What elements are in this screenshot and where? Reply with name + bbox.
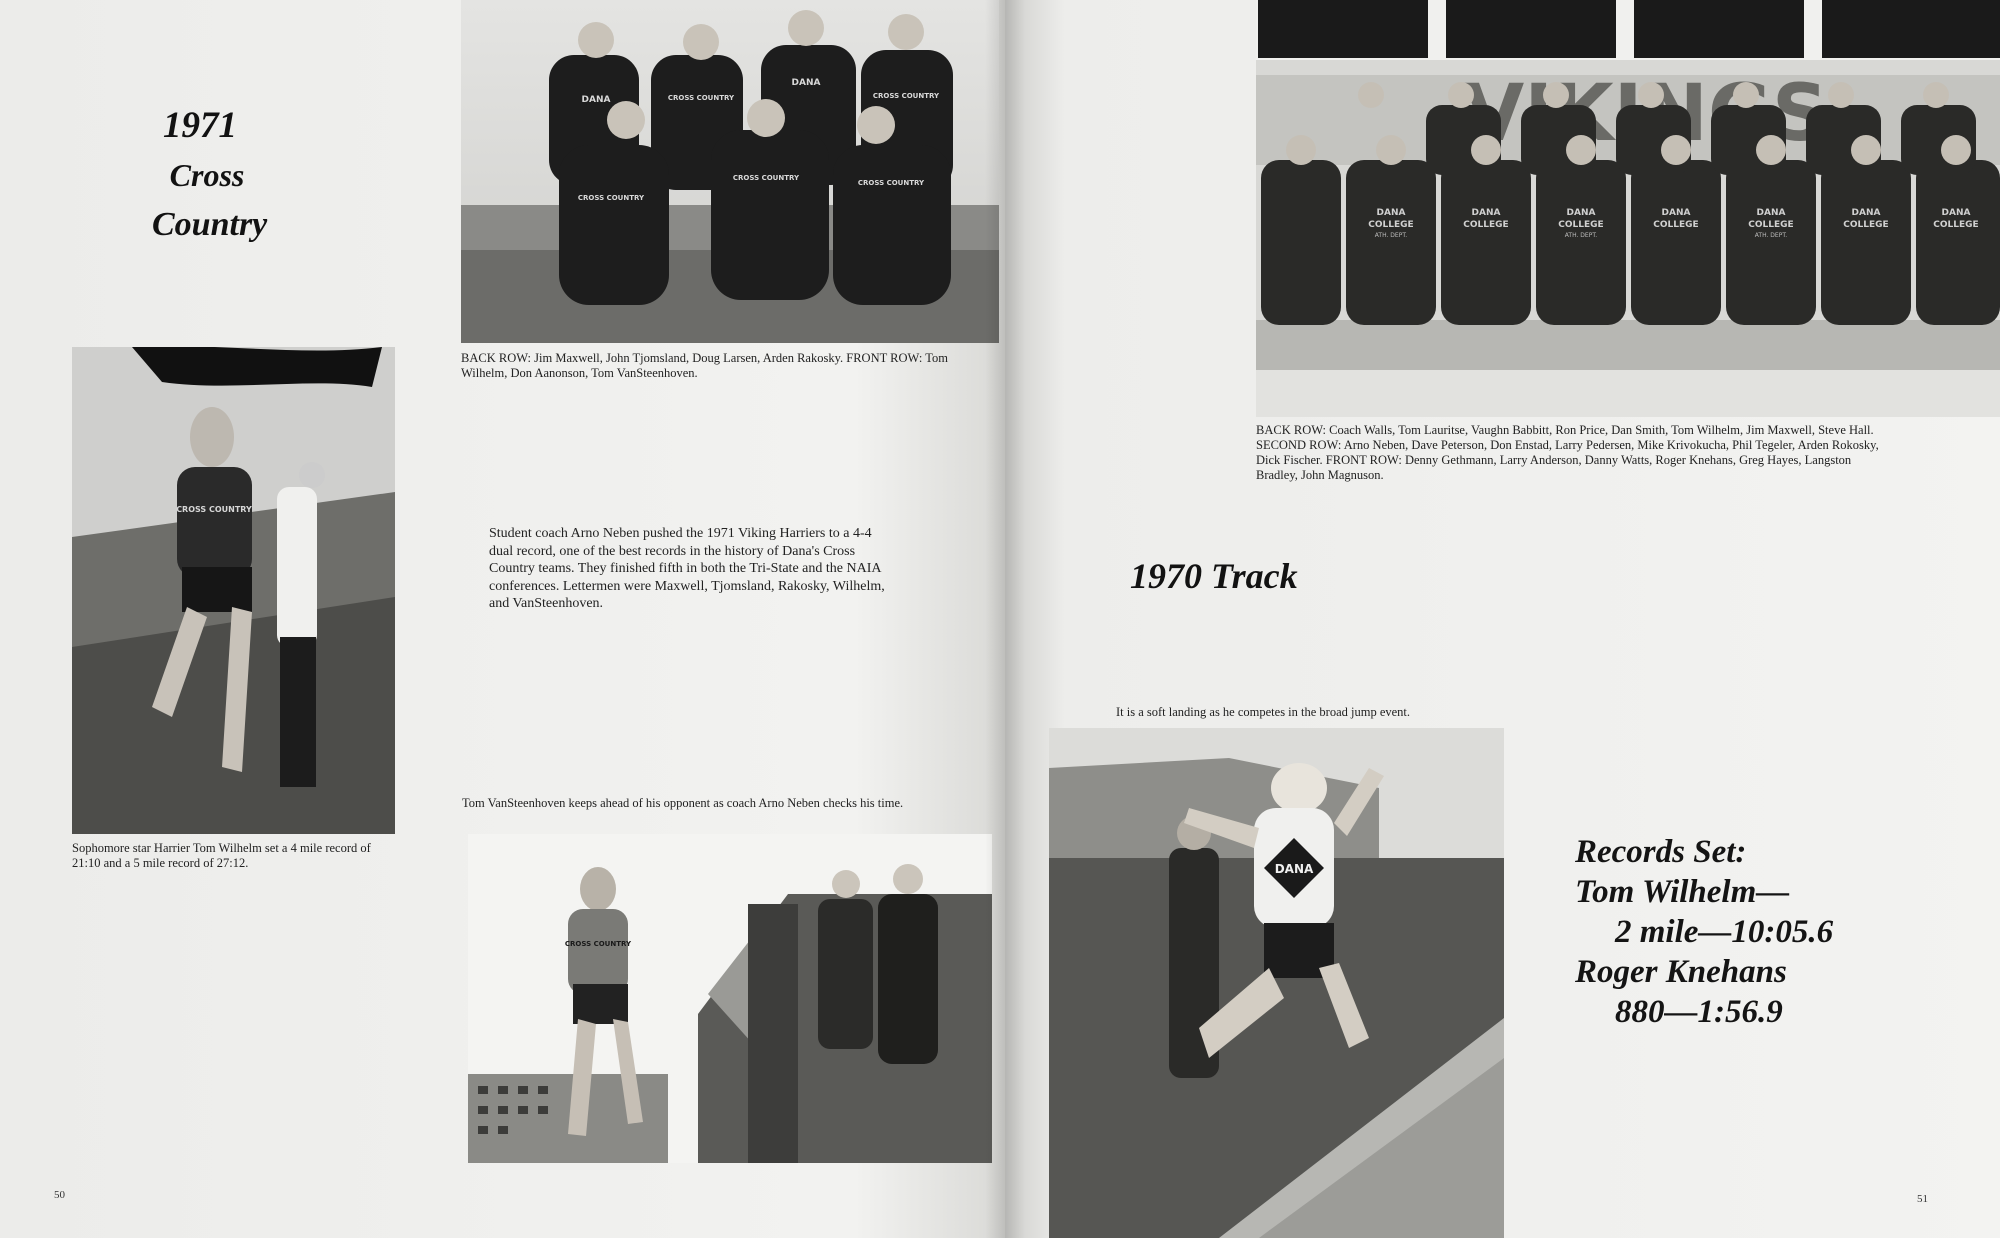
cross-country-title [140, 102, 268, 250]
runner-photo [72, 347, 395, 834]
track-hoodie-6: DANA [1851, 208, 1881, 218]
hoodie-print-3: DANA [791, 78, 821, 88]
heading-country: Country [152, 206, 268, 243]
record-holder-wilhelm: Tom Wilhelm— [1575, 874, 1790, 910]
track-hoodie-3c: ATH. DEPT. [1564, 232, 1598, 239]
runner-shirt-print: CROSS COUNTRY [176, 505, 252, 514]
broad-jump-caption: It is a soft landing as he competes in the broad jump event. [1116, 705, 1411, 719]
track-hoodie-2b: COLLEGE [1463, 220, 1509, 230]
track-hoodie-1b: COLLEGE [1368, 220, 1414, 230]
page-number-right: 51 [1917, 1193, 1928, 1205]
track-hoodie-6b: COLLEGE [1843, 220, 1889, 230]
track-hoodie-1: DANA [1376, 208, 1406, 218]
track-hoodie-2: DANA [1471, 208, 1501, 218]
hoodie-print-6: CROSS COUNTRY [732, 174, 800, 182]
records-heading: Records Set: [1575, 834, 1747, 870]
track-hoodie-5: DANA [1756, 208, 1786, 218]
hoodie-print-7: CROSS COUNTRY [857, 179, 925, 187]
track-hoodie-4: DANA [1661, 208, 1691, 218]
page-gutter [985, 0, 1025, 1238]
broad-jump-photo [1049, 728, 1504, 1238]
race-shirt-print: CROSS COUNTRY [564, 940, 632, 948]
record-880: 880—1:56.9 [1615, 994, 1783, 1030]
track-hoodie-7: DANA [1941, 208, 1971, 218]
track-title: 1970 Track [1130, 556, 1298, 596]
cross-country-team-caption: BACK ROW: Jim Maxwell, John Tjomsland, Doug Larsen, Arden Rakosky. FRONT ROW: Tom Wilhelm, Don Aanonson, Tom VanSteenhoven. [461, 351, 948, 380]
hoodie-print-5: CROSS COUNTRY [577, 194, 645, 202]
hoodie-print-1: DANA [581, 95, 611, 105]
track-hoodie-1c: ATH. DEPT. [1374, 232, 1408, 239]
heading-year: 1971 [163, 105, 237, 146]
jumper-singlet-print: DANA [1274, 862, 1314, 876]
track-hoodie-3b: COLLEGE [1558, 220, 1604, 230]
runner-caption: Sophomore star Harrier Tom Wilhelm set a 4 mile record of 21:10 and a 5 mile record of 27:12. [72, 841, 371, 870]
record-2-mile: 2 mile—10:05.6 [1615, 914, 1834, 950]
cross-country-summary: Student coach Arno Neben pushed the 1971 Viking Harriers to a 4-4 dual record, one of the best records in the history of Dana's Cross Country teams. They finished fifth in both the Tri-State and the NAIA conferences. Lettermen were Maxwell, Tjomsland, Rakosky, Wilhelm, and VanSteenhoven. [489, 526, 885, 611]
records-set [1575, 832, 1833, 1032]
race-caption: Tom VanSteenhoven keeps ahead of his opponent as coach Arno Neben checks his time. [462, 796, 904, 810]
hoodie-print-4: CROSS COUNTRY [872, 92, 940, 100]
track-hoodie-3: DANA [1566, 208, 1596, 218]
record-holder-knehans: Roger Knehans [1575, 954, 1787, 990]
track-hoodie-5c: ATH. DEPT. [1754, 232, 1788, 239]
track-hoodie-4b: COLLEGE [1653, 220, 1699, 230]
heading-cross: Cross [169, 157, 245, 193]
hoodie-print-2: CROSS COUNTRY [667, 94, 735, 102]
track-team-caption: BACK ROW: Coach Walls, Tom Lauritse, Vaughn Babbitt, Ron Price, Dan Smith, Tom Wilhelm, Jim Maxwell, Steve Hall. SECOND ROW: Arno Neben, Dave Peterson, Don Enstad, Larry Pedersen, Mike Krivokucha, Phil Tegeler, Arden Rokosky, Dick Fischer. FRONT ROW: Denny Gethmann, Larry Anderson, Danny Watts, Roger Knehans, Greg Hayes, Langston Bradley, John Magnuson. [1256, 423, 1879, 482]
page-number-left: 50 [54, 1189, 65, 1201]
track-team-photo [1256, 0, 2000, 417]
track-hoodie-5b: COLLEGE [1748, 220, 1794, 230]
track-hoodie-7b: COLLEGE [1933, 220, 1979, 230]
right-page [1005, 0, 2000, 1238]
cross-country-team-photo [461, 0, 999, 343]
race-photo [468, 834, 992, 1163]
